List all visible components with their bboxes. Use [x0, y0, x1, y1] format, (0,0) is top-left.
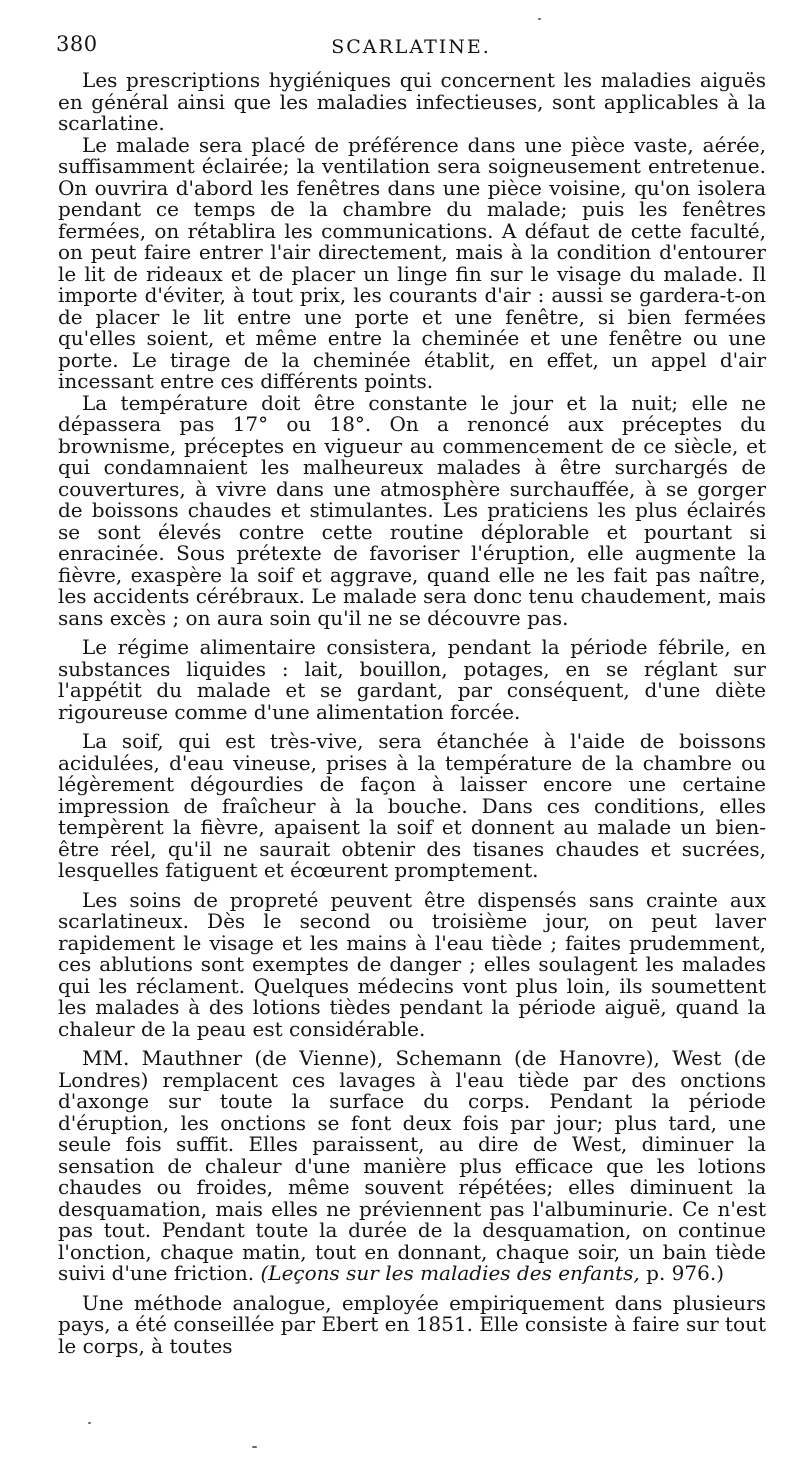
page-number: 380: [56, 32, 98, 56]
paragraph-diet: Le régime alimentaire consistera, pendant la période fébrile, en substances liquides : lait, bouillon, potages, en se réglant sur l'appétit du malade et se gardant, par conséquent, d'une diète rigoureuse comme d'une alimentation forcée.: [58, 635, 766, 724]
paragraph-thirst: La soif, qui est très-vive, sera étanchée à l'aide de boissons acidulées, d'eau vineuse, prises à la température de la chambre ou légèrement dégourdies de façon à laisser encore une certaine impression de fraîcheur à la bouche. Dans ces conditions, elles tempèrent la fièvre, apaisent la soif et donnent au malade un bien-être réel, qu'il ne saurait obtenir des tisanes chaudes et sucrées, lesquelles fatiguent et écœurent promptement.: [58, 729, 766, 882]
print-speck: [88, 1422, 91, 1424]
paragraph-onctions-text: MM. Mauthner (de Vienne), Schemann (de Hanovre), West (de Londres) remplacent ces lavages à l'eau tiède par des onctions d'axonge sur toute la surface du corps. Pendant la période d'éruption, les onctions se font deux fois par jour; plus tard, une seule fois suffit. Elles paraissent, au dire de West, diminuer la sensation de chaleur d'une manière plus efficace que les lotions chaudes ou froides, même souvent répétées; elles diminuent la desquamation, mais elles ne préviennent pas l'albuminurie. Ce n'est pas tout. Pendant toute la durée de la desquamation, on continue l'onction, chaque matin, tout en donnant, chaque soir, un bain tiède suivi d'une friction.: [58, 1046, 766, 1285]
paragraph-cleanliness: Les soins de propreté peuvent être dispensés sans crainte aux scarlatineux. Dès le second ou troisième jour, on peut laver rapidement le visage et les mains à l'eau tiède ; faites prudemment, ces ablutions sont exemptes de danger ; elles soulagent les malades qui les réclament. Quelques médecins vont plus loin, ils soumettent les malades à des lotions tièdes pendant la période aiguë, quand la chaleur de la peau est considérable.: [58, 887, 766, 1041]
page-header: [56, 30, 766, 64]
running-title: SCARLATINE.: [331, 36, 491, 58]
print-speck: [538, 18, 541, 20]
paragraph-ebert: Une méthode analogue, employée empiriquement dans plusieurs pays, a été conseillée par Ebert en 1851. Elle consiste à faire sur tout le corps, à toutes: [58, 1290, 766, 1358]
citation-title: (Leçons sur les maladies des enfants,: [260, 1261, 640, 1285]
paragraph-room: Le malade sera placé de préférence dans une pièce vaste, aérée, suffisamment éclairée; la ventilation sera soigneusement entretenue. On ouvrira d'abord les fenêtres dans une pièce voisine, qu'on isolera pendant ce temps de la chambre du malade; puis les fenêtres fermées, on rétablira les communications. A défaut de cette faculté, on peut faire entrer l'air directement, mais à la condition d'entourer le lit de rideaux et de placer un linge fin sur le visage du malade. Il importe d'éviter, à tout prix, les courants d'air : aussi se gardera-t-on de placer le lit entre une porte et une fenêtre, si bien fermées qu'elles soient, et même entre la cheminée et une fenêtre ou une porte. Le tirage de la cheminée établit, en effet, un appel d'air incessant entre ces différents points.: [58, 132, 766, 393]
paragraph-hygiene: Les prescriptions hygiéniques qui concernent les maladies aiguës en général ainsi que les maladies infectieuses, sont applicables à la scarlatine.: [58, 68, 766, 135]
citation-page: p. 976.): [646, 1261, 724, 1285]
paragraph-onctions: [58, 1048, 766, 1285]
body-text: [58, 70, 766, 1357]
paragraph-temperature: La température doit être constante le jour et la nuit; elle ne dépassera pas 17° ou 18°. On a renoncé aux préceptes du brownisme, préceptes en vigueur au commencement de ce siècle, et qui condamnaient les malheureux malades à être surchargés de couvertures, à vivre dans une atmosphère surchauffée, à se gorger de boissons chaudes et stimulantes. Les praticiens les plus éclairés se sont élevés contre cette routine déplorable et pourtant si enracinée. Sous prétexte de favoriser l'éruption, elle augmente la fièvre, exaspère la soif et aggrave, quand elle ne les fait pas naître, les accidents cérébraux. Le malade sera donc tenu chaudement, mais sans excès ; on aura soin qu'il ne se découvre pas.: [58, 390, 766, 630]
print-speck: [252, 1446, 257, 1448]
